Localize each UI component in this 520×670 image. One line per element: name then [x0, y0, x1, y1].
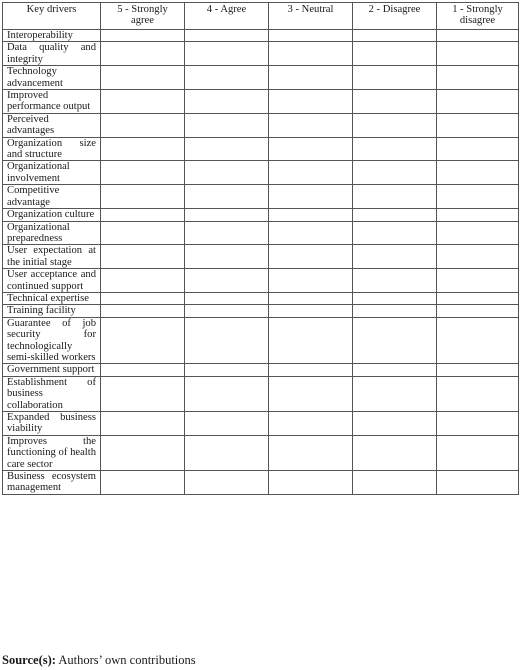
- key-driver-cell: Data quality and integrity: [3, 42, 101, 66]
- rating-cell-strongly-disagree[interactable]: [437, 30, 519, 42]
- rating-cell-strongly-disagree[interactable]: [437, 269, 519, 293]
- rating-cell-strongly-disagree[interactable]: [437, 376, 519, 411]
- rating-cell-strongly-disagree[interactable]: [437, 412, 519, 436]
- rating-cell-disagree[interactable]: [353, 305, 437, 317]
- rating-cell-strongly-agree[interactable]: [101, 376, 185, 411]
- rating-cell-disagree[interactable]: [353, 364, 437, 376]
- rating-cell-strongly-agree[interactable]: [101, 90, 185, 114]
- rating-cell-agree[interactable]: [185, 412, 269, 436]
- rating-cell-agree[interactable]: [185, 364, 269, 376]
- rating-cell-disagree[interactable]: [353, 137, 437, 161]
- rating-cell-disagree[interactable]: [353, 30, 437, 42]
- rating-cell-strongly-agree[interactable]: [101, 221, 185, 245]
- rating-cell-neutral[interactable]: [269, 66, 353, 90]
- rating-cell-strongly-agree[interactable]: [101, 317, 185, 364]
- key-driver-cell: Organization culture: [3, 209, 101, 221]
- table-row: [3, 376, 519, 411]
- table-row: [3, 185, 519, 209]
- rating-cell-neutral[interactable]: [269, 30, 353, 42]
- rating-cell-agree[interactable]: [185, 305, 269, 317]
- rating-cell-strongly-agree[interactable]: [101, 412, 185, 436]
- table-row: [3, 209, 519, 221]
- rating-cell-neutral[interactable]: [269, 221, 353, 245]
- table-row: [3, 305, 519, 317]
- rating-cell-disagree[interactable]: [353, 90, 437, 114]
- rating-cell-agree[interactable]: [185, 317, 269, 364]
- rating-cell-strongly-agree[interactable]: [101, 292, 185, 304]
- header-neutral: 3 - Neutral: [269, 3, 353, 30]
- rating-cell-neutral[interactable]: [269, 161, 353, 185]
- header-strongly-agree: 5 - Strongly agree: [101, 3, 185, 30]
- rating-cell-agree[interactable]: [185, 185, 269, 209]
- table-row: [3, 42, 519, 66]
- rating-cell-disagree[interactable]: [353, 317, 437, 364]
- rating-cell-strongly-agree[interactable]: [101, 305, 185, 317]
- table-row: [3, 317, 519, 364]
- table-row: [3, 137, 519, 161]
- rating-cell-disagree[interactable]: [353, 471, 437, 495]
- header-agree: 4 - Agree: [185, 3, 269, 30]
- key-driver-cell: Organizational preparedness: [3, 221, 101, 245]
- rating-cell-agree[interactable]: [185, 221, 269, 245]
- rating-cell-neutral[interactable]: [269, 137, 353, 161]
- rating-cell-strongly-disagree[interactable]: [437, 305, 519, 317]
- rating-cell-agree[interactable]: [185, 269, 269, 293]
- header-row: [3, 3, 519, 30]
- rating-cell-neutral[interactable]: [269, 317, 353, 364]
- table-row: [3, 30, 519, 42]
- rating-cell-strongly-disagree[interactable]: [437, 137, 519, 161]
- key-driver-cell: Technology advancement: [3, 66, 101, 90]
- rating-cell-strongly-disagree[interactable]: [437, 113, 519, 137]
- table-row: [3, 471, 519, 495]
- table-row: [3, 292, 519, 304]
- rating-cell-disagree[interactable]: [353, 209, 437, 221]
- source-label: Source(s):: [2, 653, 56, 667]
- rating-cell-strongly-disagree[interactable]: [437, 66, 519, 90]
- header-disagree: 2 - Disagree: [353, 3, 437, 30]
- rating-cell-neutral[interactable]: [269, 364, 353, 376]
- rating-cell-agree[interactable]: [185, 292, 269, 304]
- rating-cell-strongly-agree[interactable]: [101, 245, 185, 269]
- key-driver-cell: Improves the functioning of health care sector: [3, 435, 101, 470]
- key-driver-cell: User acceptance and continued support: [3, 269, 101, 293]
- rating-cell-strongly-disagree[interactable]: [437, 161, 519, 185]
- table-row: [3, 90, 519, 114]
- rating-cell-disagree[interactable]: [353, 435, 437, 470]
- rating-cell-agree[interactable]: [185, 113, 269, 137]
- key-drivers-table: [2, 2, 519, 495]
- key-driver-cell: Expanded business viability: [3, 412, 101, 436]
- rating-cell-agree[interactable]: [185, 30, 269, 42]
- key-driver-cell: Perceived advantages: [3, 113, 101, 137]
- rating-cell-strongly-agree[interactable]: [101, 137, 185, 161]
- rating-cell-disagree[interactable]: [353, 269, 437, 293]
- table-row: [3, 269, 519, 293]
- rating-cell-agree[interactable]: [185, 42, 269, 66]
- rating-cell-neutral[interactable]: [269, 42, 353, 66]
- rating-cell-neutral[interactable]: [269, 185, 353, 209]
- rating-cell-strongly-disagree[interactable]: [437, 185, 519, 209]
- rating-cell-strongly-disagree[interactable]: [437, 245, 519, 269]
- source-note: [2, 653, 196, 667]
- rating-cell-strongly-agree[interactable]: [101, 66, 185, 90]
- rating-cell-strongly-agree[interactable]: [101, 30, 185, 42]
- rating-cell-strongly-disagree[interactable]: [437, 364, 519, 376]
- table-row: [3, 364, 519, 376]
- rating-cell-disagree[interactable]: [353, 221, 437, 245]
- rating-cell-strongly-disagree[interactable]: [437, 209, 519, 221]
- rating-cell-strongly-disagree[interactable]: [437, 42, 519, 66]
- rating-cell-strongly-agree[interactable]: [101, 209, 185, 221]
- rating-cell-neutral[interactable]: [269, 471, 353, 495]
- key-driver-cell: Guarantee of job security for technologically semi-skilled workers: [3, 317, 101, 364]
- rating-cell-disagree[interactable]: [353, 66, 437, 90]
- rating-cell-agree[interactable]: [185, 209, 269, 221]
- table-row: [3, 161, 519, 185]
- table-row: [3, 435, 519, 470]
- key-driver-cell: Training facility: [3, 305, 101, 317]
- rating-cell-disagree[interactable]: [353, 161, 437, 185]
- rating-cell-disagree[interactable]: [353, 185, 437, 209]
- rating-cell-strongly-disagree[interactable]: [437, 435, 519, 470]
- key-driver-cell: User expectation at the initial stage: [3, 245, 101, 269]
- rating-cell-strongly-agree[interactable]: [101, 471, 185, 495]
- rating-cell-neutral[interactable]: [269, 209, 353, 221]
- rating-cell-strongly-agree[interactable]: [101, 161, 185, 185]
- rating-cell-agree[interactable]: [185, 90, 269, 114]
- rating-cell-neutral[interactable]: [269, 90, 353, 114]
- rating-cell-disagree[interactable]: [353, 376, 437, 411]
- rating-cell-strongly-disagree[interactable]: [437, 471, 519, 495]
- rating-cell-agree[interactable]: [185, 137, 269, 161]
- key-driver-cell: Organization size and structure: [3, 137, 101, 161]
- key-driver-cell: Interoperability: [3, 30, 101, 42]
- header-key-drivers: Key drivers: [3, 3, 101, 30]
- rating-cell-neutral[interactable]: [269, 292, 353, 304]
- rating-cell-strongly-disagree[interactable]: [437, 221, 519, 245]
- rating-cell-disagree[interactable]: [353, 412, 437, 436]
- rating-cell-agree[interactable]: [185, 471, 269, 495]
- rating-cell-strongly-agree[interactable]: [101, 269, 185, 293]
- source-text: Authors’ own contributions: [55, 653, 196, 667]
- rating-cell-neutral[interactable]: [269, 376, 353, 411]
- table-row: [3, 221, 519, 245]
- header-strongly-disagree: 1 - Strongly disagree: [437, 3, 519, 30]
- rating-cell-strongly-agree[interactable]: [101, 42, 185, 66]
- key-driver-cell: Government support: [3, 364, 101, 376]
- rating-cell-disagree[interactable]: [353, 245, 437, 269]
- rating-cell-strongly-agree[interactable]: [101, 435, 185, 470]
- rating-cell-disagree[interactable]: [353, 292, 437, 304]
- rating-cell-neutral[interactable]: [269, 245, 353, 269]
- rating-cell-strongly-agree[interactable]: [101, 364, 185, 376]
- key-driver-cell: Organizational involvement: [3, 161, 101, 185]
- rating-cell-neutral[interactable]: [269, 269, 353, 293]
- rating-cell-agree[interactable]: [185, 376, 269, 411]
- rating-cell-strongly-agree[interactable]: [101, 113, 185, 137]
- rating-cell-neutral[interactable]: [269, 435, 353, 470]
- rating-cell-agree[interactable]: [185, 161, 269, 185]
- rating-cell-strongly-disagree[interactable]: [437, 292, 519, 304]
- rating-cell-neutral[interactable]: [269, 113, 353, 137]
- rating-cell-neutral[interactable]: [269, 305, 353, 317]
- key-driver-cell: Establishment of business collaboration: [3, 376, 101, 411]
- rating-cell-disagree[interactable]: [353, 113, 437, 137]
- table-body: [3, 30, 519, 495]
- key-driver-cell: Technical expertise: [3, 292, 101, 304]
- rating-cell-strongly-disagree[interactable]: [437, 90, 519, 114]
- table-row: [3, 245, 519, 269]
- rating-cell-disagree[interactable]: [353, 42, 437, 66]
- rating-cell-strongly-disagree[interactable]: [437, 317, 519, 364]
- rating-cell-strongly-agree[interactable]: [101, 185, 185, 209]
- table-row: [3, 66, 519, 90]
- rating-cell-agree[interactable]: [185, 435, 269, 470]
- table-row: [3, 412, 519, 436]
- rating-cell-agree[interactable]: [185, 66, 269, 90]
- key-driver-cell: Business ecosystem management: [3, 471, 101, 495]
- table-row: [3, 113, 519, 137]
- key-driver-cell: Improved performance output: [3, 90, 101, 114]
- rating-cell-agree[interactable]: [185, 245, 269, 269]
- key-driver-cell: Competitive advantage: [3, 185, 101, 209]
- rating-cell-neutral[interactable]: [269, 412, 353, 436]
